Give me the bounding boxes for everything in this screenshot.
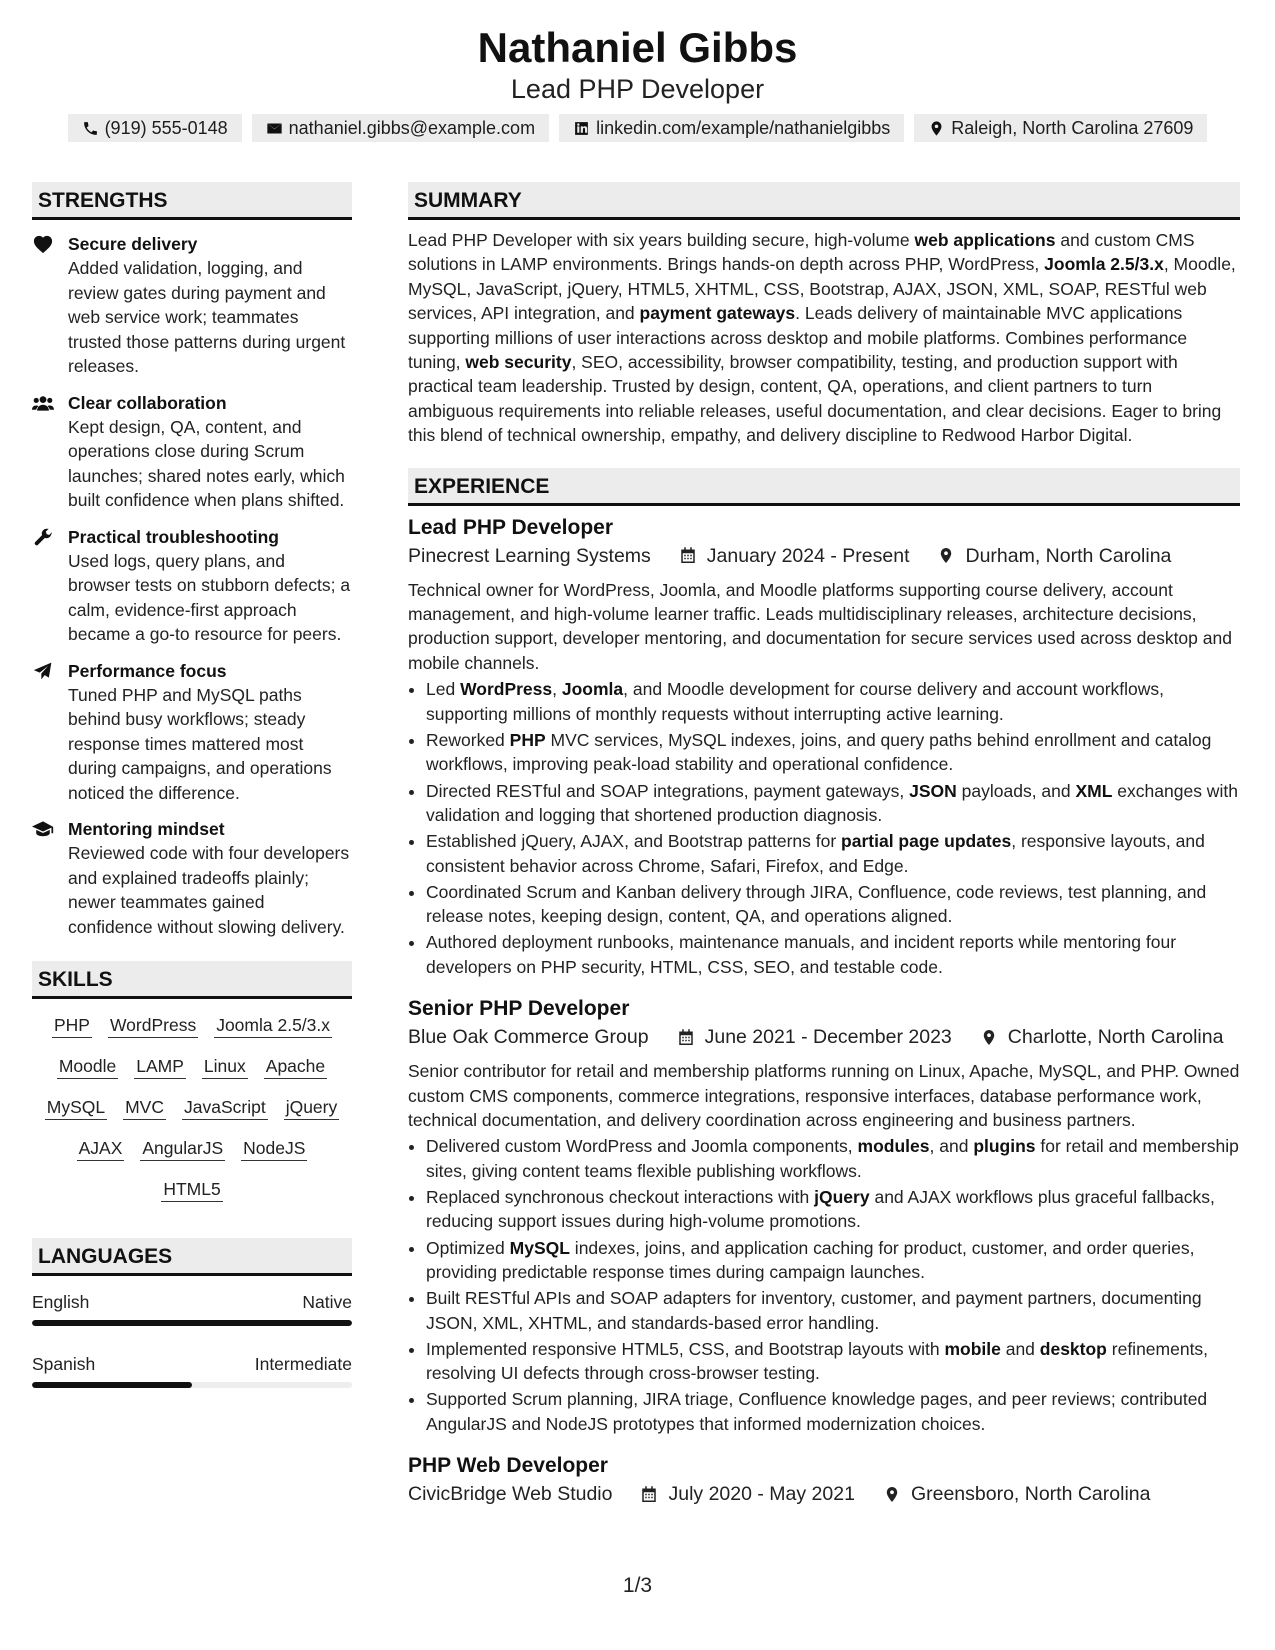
experience-heading: EXPERIENCE	[408, 468, 1240, 506]
strength-title: Mentoring mindset	[68, 819, 225, 839]
language-name: English	[32, 1292, 90, 1312]
phone-icon	[82, 120, 99, 137]
skills-heading: SKILLS	[32, 961, 352, 999]
summary-heading: SUMMARY	[408, 182, 1240, 220]
skill-tag: Apache	[264, 1054, 327, 1079]
page-number: 1/3	[622, 1574, 653, 1597]
language-proficiency-bar	[32, 1320, 352, 1326]
job-entry	[408, 514, 1240, 979]
language-proficiency-bar	[32, 1382, 352, 1388]
job-location: Durham, North Carolina	[965, 544, 1172, 567]
job-meta	[408, 1023, 1240, 1051]
job-bullet: • Delivered custom WordPress and Joomla components, modules, and plugins for retail and membership sites, giving content teams flexible publishing workflows.	[426, 1134, 1240, 1183]
strength-title: Performance focus	[68, 660, 227, 681]
wrench-icon	[32, 527, 54, 547]
job-company: Blue Oak Commerce Group	[408, 1026, 649, 1049]
calendar-icon	[679, 546, 697, 565]
job-bullet: • Implemented responsive HTML5, CSS, and Bootstrap layouts with mobile and desktop refinements, resolving UI defects through cross-browser testing.	[426, 1337, 1240, 1386]
job-bullet: • Reworked PHP MVC services, MySQL indexes, joins, and query paths behind enrollment and catalog workflows, improving peak-load stability and operational confidence.	[426, 728, 1240, 777]
skill-tag: AngularJS	[140, 1136, 225, 1161]
contact-email[interactable]: nathaniel.gibbs@example.com	[252, 114, 549, 142]
job-bullet: • Coordinated Scrum and Kanban delivery through JIRA, Confluence, code reviews, test planning, and release notes, keeping design, content, QA, and operations aligned.	[426, 880, 1240, 929]
calendar-icon	[677, 1028, 695, 1047]
contact-location[interactable]: Raleigh, North Carolina 27609	[914, 114, 1207, 142]
strength-title: Practical troubleshooting	[68, 526, 279, 547]
strength-title: Clear collaboration	[68, 392, 227, 413]
skill-tag: MVC	[123, 1095, 166, 1120]
skill-tag: JavaScript	[182, 1095, 268, 1120]
summary-text: Lead PHP Developer with six years building secure, high-volume web applications and custom CMS solutions in LAMP environments. Brings hands-on depth across PHP, WordPress, Joomla 2.5/3.x, Moodle, MySQL, JavaScript, jQuery, HTML5, XHTML, CSS, Bootstrap, AJAX, JSON, XML, SOAP, RESTful web services, API integration, and payment gateways. Leads delivery of maintainable MVC applications supporting millions of user interactions across desktop and mobile platforms. Combines performance tuning, web security, SEO, accessibility, browser compatibility, testing, and production support with practical team leadership. Trusted by design, content, QA, operations, and client partners to turn ambiguous requirements into reliable releases, useful documentation, and clear decisions. Eager to bring this blend of technical ownership, empathy, and delivery discipline to Redwood Harbor Digital.	[408, 230, 1236, 446]
job-meta	[408, 1480, 1240, 1508]
contact-phone[interactable]: (919) 555-0148	[68, 114, 242, 142]
contact-linkedin[interactable]: linkedin.com/example/nathanielgibbs	[559, 114, 904, 142]
resume-header	[0, 0, 1275, 142]
strength-desc: Tuned PHP and MySQL paths behind busy workflows; steady response times mattered most during campaigns, and operations noticed the difference.	[68, 684, 332, 803]
job-dates: June 2021 - December 2023	[704, 1026, 952, 1049]
skill-tag: MySQL	[45, 1095, 107, 1120]
skill-tag: NodeJS	[241, 1136, 307, 1161]
language-item	[32, 1290, 352, 1326]
job-bullet: • Led WordPress, Joomla, and Moodle development for course delivery and account workflows, supporting millions of monthly requests without interrupting active learning.	[426, 677, 1240, 726]
job-location: Greensboro, North Carolina	[910, 1483, 1151, 1506]
skill-tag: LAMP	[134, 1054, 186, 1079]
language-level: Intermediate	[254, 1354, 352, 1374]
skill-tag: WordPress	[108, 1013, 198, 1038]
job-bullet: • Authored deployment runbooks, maintenance manuals, and incident reports while mentoring four developers on PHP security, HTML, CSS, SEO, and testable code.	[426, 930, 1240, 979]
strength-item	[32, 232, 352, 379]
strength-desc: Kept design, QA, content, and operations close during Scrum launches; shared notes early, which built confidence when plans shifted.	[68, 416, 345, 510]
skill-tag: AJAX	[77, 1136, 125, 1161]
language-proficiency-fill	[32, 1382, 192, 1388]
language-item	[32, 1352, 352, 1388]
job-description: Technical owner for WordPress, Joomla, and Moodle platforms supporting course delivery, account management, and high-volume learner traffic. Leads multidisciplinary releases, architecture decisions, production support, developer mentoring, and documentation for secure services used across desktop and mobile channels.	[408, 579, 1232, 673]
strength-item	[32, 659, 352, 806]
job-bullet: • Built RESTful APIs and SOAP adapters for inventory, customer, and payment partners, documenting JSON, XML, XHTML, and standards-based error handling.	[426, 1286, 1240, 1335]
language-level: Native	[302, 1292, 352, 1312]
skill-tag: PHP	[52, 1013, 92, 1038]
strength-item	[32, 817, 352, 939]
strength-item	[32, 525, 352, 647]
job-entry	[408, 995, 1240, 1436]
strength-desc: Used logs, query plans, and browser tests on stubborn defects; a calm, evidence-first approach became a go-to resource for peers.	[68, 550, 351, 644]
job-bullets	[408, 677, 1240, 979]
job-bullet: • Replaced synchronous checkout interactions with jQuery and AJAX workflows plus graceful fallbacks, reducing support issues during high-volume promotions.	[426, 1185, 1240, 1234]
skill-tag: jQuery	[284, 1095, 340, 1120]
strengths-heading: STRENGTHS	[32, 182, 352, 220]
skill-tag: HTML5	[161, 1177, 222, 1202]
job-company: CivicBridge Web Studio	[408, 1483, 613, 1506]
paper-plane-icon	[32, 661, 54, 681]
job-title: Lead PHP Developer	[408, 515, 614, 539]
job-bullet: • Directed RESTful and SOAP integrations, payment gateways, JSON payloads, and XML exchanges with validation and logging that shortened production diagnosis.	[426, 779, 1240, 828]
job-entry	[408, 1452, 1240, 1508]
right-column	[408, 182, 1240, 1508]
job-company: Pinecrest Learning Systems	[408, 544, 651, 567]
job-meta	[408, 542, 1240, 570]
map-pin-icon	[937, 546, 955, 565]
strength-item	[32, 391, 352, 513]
linkedin-icon	[573, 120, 590, 137]
language-proficiency-fill	[32, 1320, 352, 1326]
job-bullets	[408, 1134, 1240, 1436]
heart-icon	[32, 234, 54, 254]
envelope-icon	[266, 120, 283, 137]
language-name: Spanish	[32, 1354, 96, 1374]
skills-list	[32, 999, 352, 1218]
job-description: Senior contributor for retail and membership platforms running on Linux, Apache, MySQL, and PHP. Owned custom CMS components, commerce integrations, responsive interfaces, database performance work, technical documentation, and delivery coordination across engineering and business partners.	[408, 1061, 1240, 1130]
skill-tag: Joomla 2.5/3.x	[214, 1013, 332, 1038]
skill-tag: Linux	[202, 1054, 248, 1079]
skill-tag: Moodle	[57, 1054, 118, 1079]
candidate-role: Lead PHP Developer	[510, 74, 765, 104]
strength-title: Secure delivery	[68, 234, 198, 254]
calendar-icon	[640, 1485, 658, 1504]
job-bullet: • Supported Scrum planning, JIRA triage, Confluence knowledge pages, and peer reviews; contributed AngularJS and NodeJS prototypes that informed modernization choices.	[426, 1387, 1240, 1436]
job-dates: July 2020 - May 2021	[668, 1483, 855, 1506]
job-bullet: • Established jQuery, AJAX, and Bootstrap patterns for partial page updates, responsive layouts, and consistent behavior across Chrome, Safari, Firefox, and Edge.	[426, 829, 1240, 878]
strength-desc: Added validation, logging, and review gates during payment and web service work; teammates trusted those patterns during urgent releases.	[68, 258, 346, 376]
experience-list	[408, 514, 1240, 1509]
map-pin-icon	[928, 120, 945, 137]
candidate-name: Nathaniel Gibbs	[477, 24, 798, 71]
strength-desc: Reviewed code with four developers and explained tradeoffs plainly; newer teammates gained confidence without slowing delivery.	[68, 843, 350, 937]
left-column	[32, 182, 352, 1388]
graduation-cap-icon	[32, 819, 54, 839]
contact-bar	[0, 114, 1275, 142]
users-icon	[32, 393, 54, 413]
languages-heading: LANGUAGES	[32, 1238, 352, 1276]
job-location: Charlotte, North Carolina	[1007, 1026, 1224, 1049]
job-title: PHP Web Developer	[408, 1454, 608, 1478]
map-pin-icon	[980, 1028, 998, 1047]
job-bullet: • Optimized MySQL indexes, joins, and application caching for product, customer, and order queries, providing predictable response times during campaign launches.	[426, 1236, 1240, 1285]
job-dates: January 2024 - Present	[706, 544, 910, 567]
map-pin-icon	[883, 1485, 901, 1504]
job-title: Senior PHP Developer	[408, 997, 630, 1021]
